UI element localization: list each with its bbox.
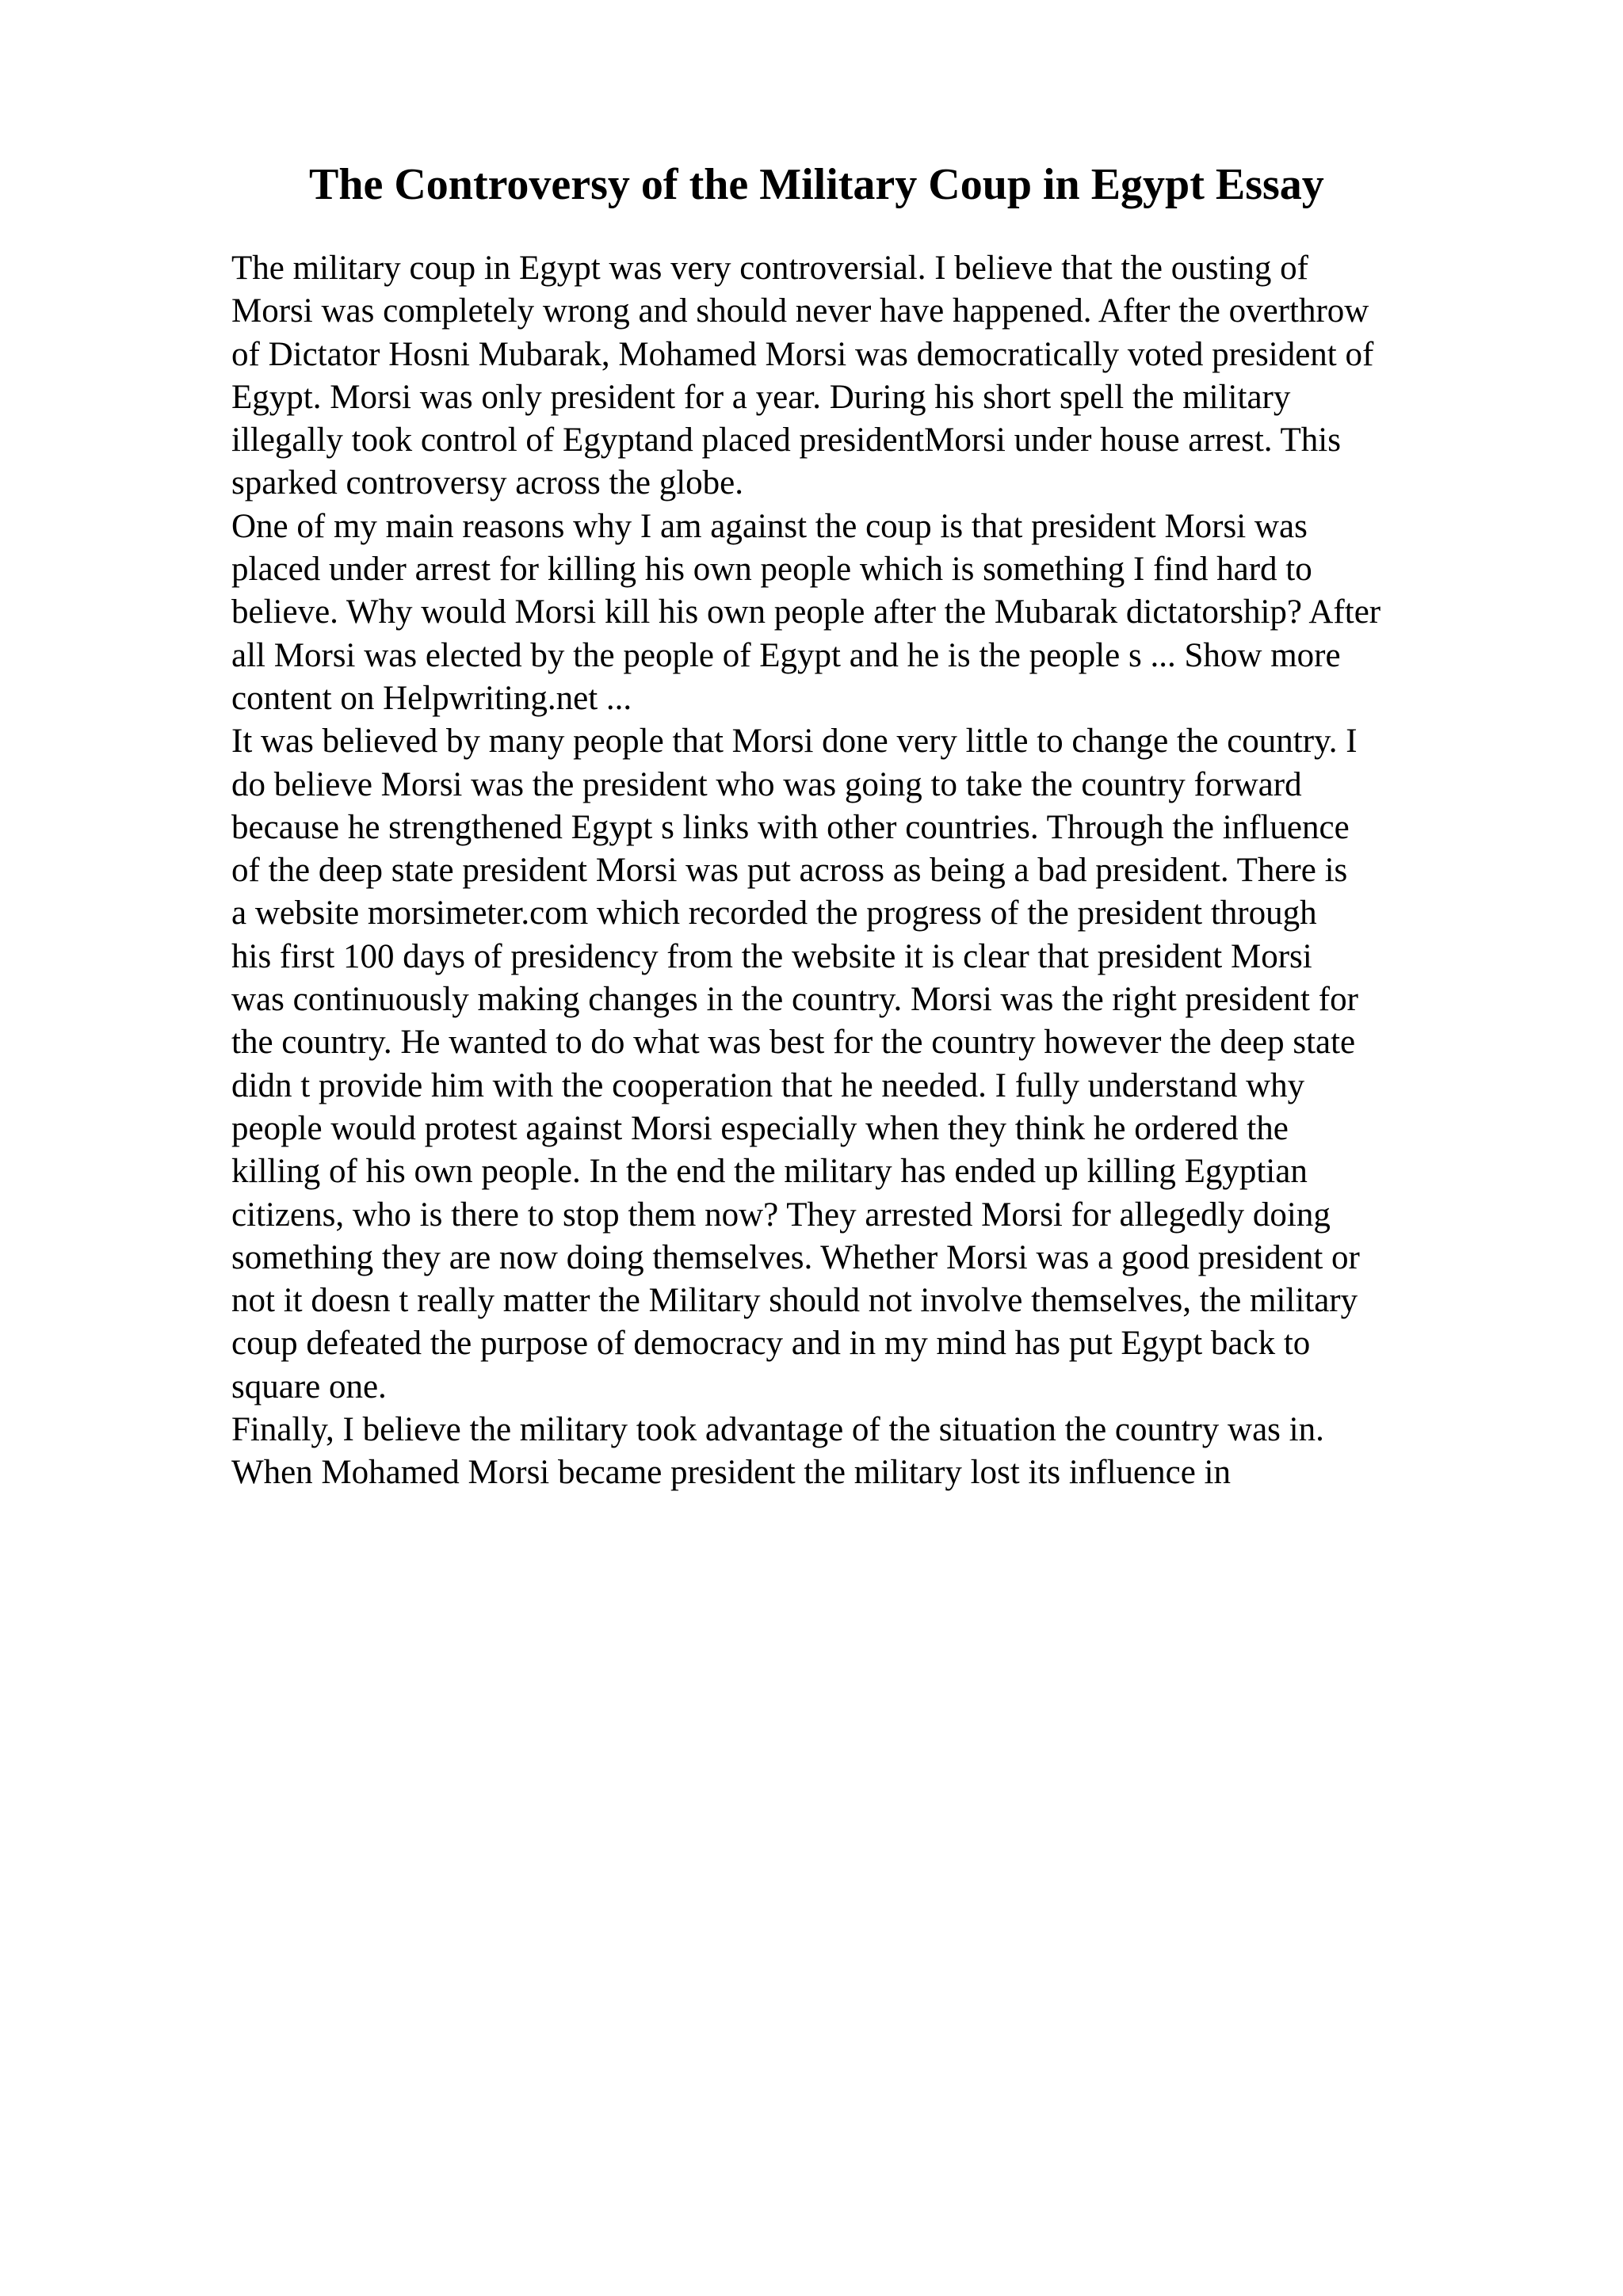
text-line: because he strengthened Egypt s links with other countries. Through the influence: [231, 808, 1350, 846]
text-line: believe. Why would Morsi kill his own people after the Mubarak dictatorship? After: [231, 593, 1381, 631]
text-line: his first 100 days of presidency from the website it is clear that president Morsi: [231, 937, 1312, 975]
text-line: Morsi was completely wrong and should never have happened. After the overthrow: [231, 292, 1369, 330]
text-line: Egypt. Morsi was only president for a year. During his short spell the military: [231, 378, 1291, 416]
essay-body: [231, 247, 1515, 1495]
text-line: square one.: [231, 1367, 387, 1405]
text-line: It was believed by many people that Morsi done very little to change the country. I: [231, 723, 1358, 761]
text-line: was continuously making changes in the country. Morsi was the right president for: [231, 981, 1358, 1019]
text-line: content on Helpwriting.net ...: [231, 679, 632, 717]
text-line: the country. He wanted to do what was best for the country however the deep state: [231, 1024, 1356, 1062]
text-line: of Dictator Hosni Mubarak, Mohamed Morsi was democratically voted president of: [231, 335, 1374, 373]
text-line: placed under arrest for killing his own people which is something I find hard to: [231, 551, 1312, 589]
text-line: When Mohamed Morsi became president the military lost its influence in: [231, 1454, 1232, 1492]
text-line: coup defeated the purpose of democracy and in my mind has put Egypt back to: [231, 1325, 1311, 1363]
text-line: killing of his own people. In the end the military has ended up killing Egyptian: [231, 1153, 1308, 1191]
text-line: Finally, I believe the military took advantage of the situation the country was in.: [231, 1411, 1324, 1449]
text-line: The military coup in Egypt was very controversial. I believe that the ousting of: [231, 250, 1308, 287]
text-line: citizens, who is there to stop them now? They arrested Morsi for allegedly doing: [231, 1196, 1331, 1234]
text-line: of the deep state president Morsi was put across as being a bad president. There is: [231, 852, 1348, 890]
text-line: people would protest against Morsi especially when they think he ordered the: [231, 1109, 1289, 1147]
text-line: didn t provide him with the cooperation that he needed. I fully understand why: [231, 1066, 1305, 1104]
text-line: all Morsi was elected by the people of Egypt and he is the people s ... Show more: [231, 636, 1341, 674]
text-line: One of my main reasons why I am against the coup is that president Morsi was: [231, 507, 1308, 545]
text-line: a website morsimeter.com which recorded the progress of the president through: [231, 894, 1317, 933]
text-line: do believe Morsi was the president who was going to take the country forward: [231, 765, 1302, 803]
text-line: illegally took control of Egyptand placed presidentMorsi under house arrest. This: [231, 421, 1341, 460]
document-title: The Controversy of the Military Coup in Egypt Essay: [309, 160, 1324, 209]
text-line: something they are now doing themselves. Whether Morsi was a good president or: [231, 1238, 1360, 1276]
text-line: sparked controversy across the globe.: [231, 464, 743, 502]
text-line: not it doesn t really matter the Military should not involve themselves, the military: [231, 1282, 1358, 1320]
